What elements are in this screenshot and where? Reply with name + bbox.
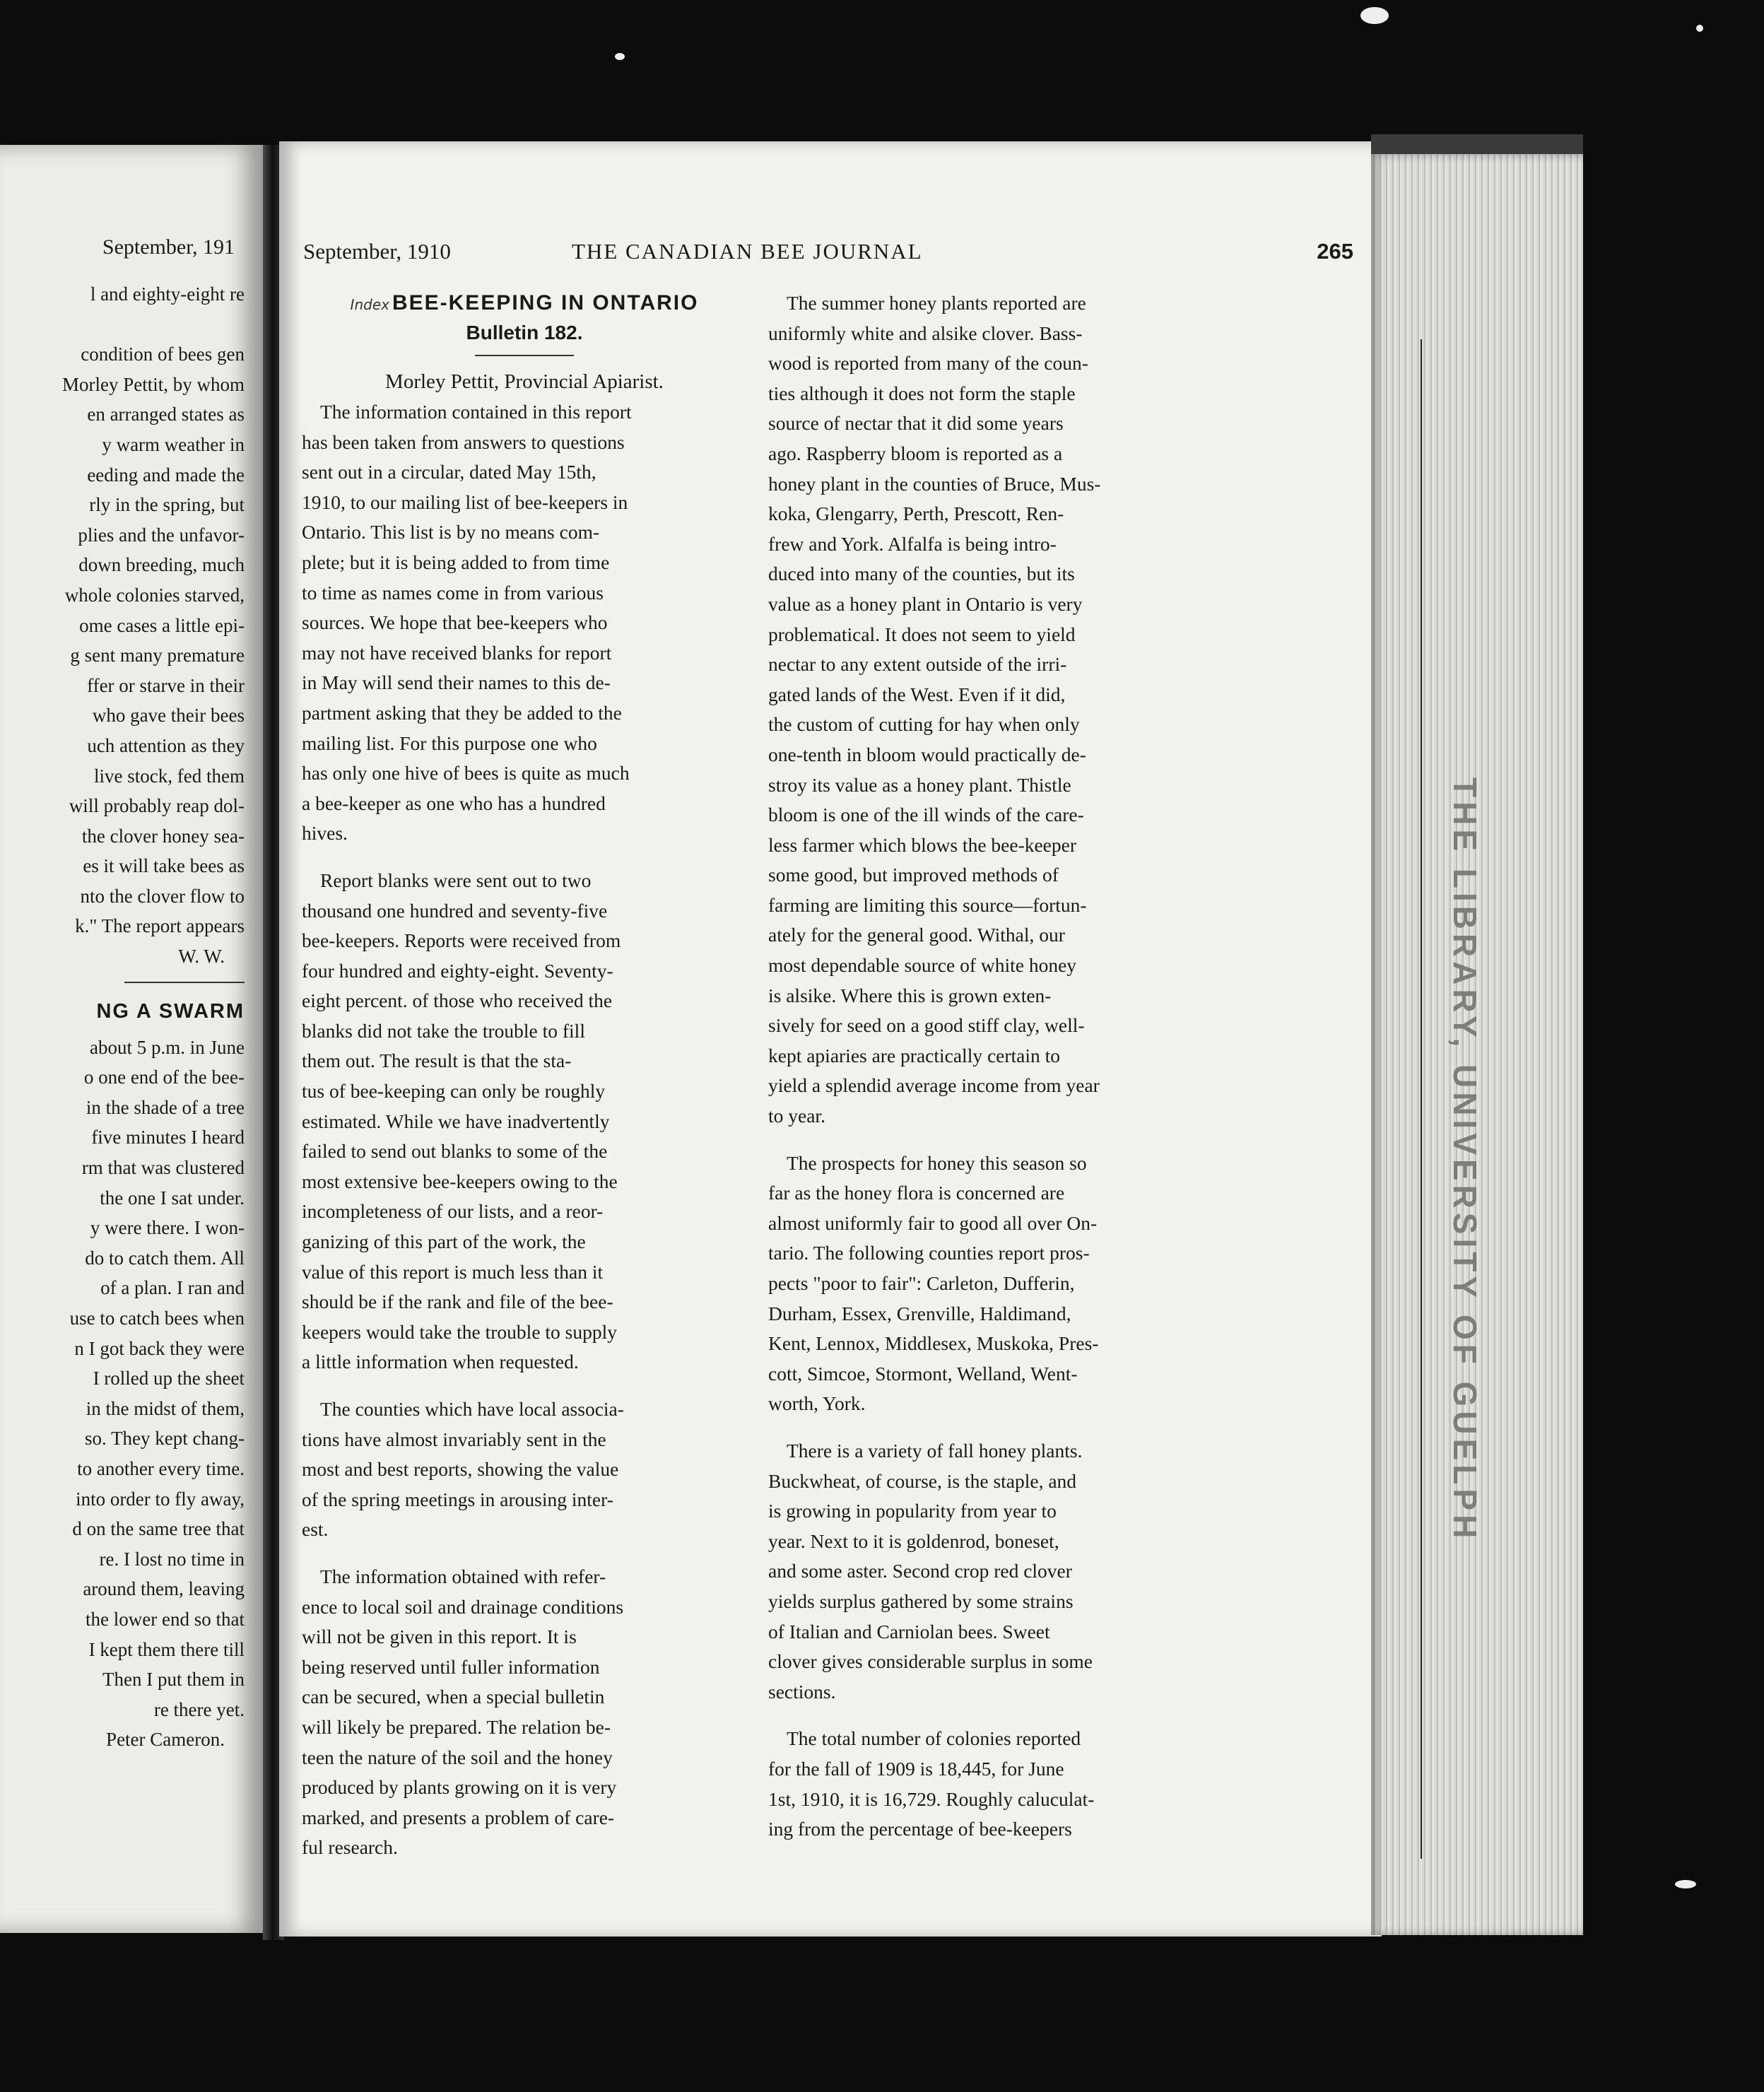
text-line: ing from the percentage of bee-keepers [768, 1818, 1072, 1840]
paragraph [768, 1436, 1213, 1707]
text-line: clover gives considerable surplus in some [768, 1650, 1093, 1673]
text-line: in May will send their names to this de- [302, 671, 611, 694]
text-line: about 5 p.m. in June [90, 1036, 245, 1058]
paragraph [302, 397, 747, 849]
text-line: The prospects for honey this season so [787, 1151, 1087, 1174]
text-line: en arranged states as [87, 404, 245, 425]
text-line: mailing list. For this purpose one who [302, 731, 597, 754]
text-line: nectar to any extent outside of the irri- [768, 653, 1067, 676]
text-line: in the midst of them, [86, 1397, 245, 1419]
text-line: sively for seed on a good stiff clay, well- [768, 1014, 1085, 1037]
text-line: value as a honey plant in Ontario is very [768, 592, 1083, 615]
text-line: keepers would take the trouble to supply [302, 1320, 618, 1343]
article-title-text: BEE-KEEPING IN ONTARIO [392, 291, 699, 315]
previous-page-heading: NG A SWARM [96, 999, 245, 1023]
text-line: honey plant in the counties of Bruce, Mus- [768, 472, 1101, 495]
text-line: g sent many premature [70, 645, 245, 666]
text-line: has only one hive of bees is quite as much [302, 762, 630, 784]
text-line: Morley Pettit, by whom [62, 373, 245, 395]
text-line: use to catch bees when [69, 1308, 245, 1329]
text-line: of Italian and Carniolan bees. Sweet [768, 1620, 1050, 1643]
text-line: less farmer which blows the bee-keeper [768, 833, 1076, 856]
text-line: problematical. It does not seem to yield [768, 623, 1076, 645]
text-line: pects "poor to fair": Carleton, Dufferin, [768, 1272, 1075, 1294]
text-line: the lower end so that [86, 1608, 245, 1630]
text-line: is alsike. Where this is grown exten- [768, 984, 1052, 1006]
text-line: frew and York. Alfalfa is being intro- [768, 532, 1057, 555]
text-line: farming are limiting this source—fortun- [768, 893, 1087, 916]
paragraph-gap [302, 1545, 747, 1562]
header-date: September, 1910 [303, 239, 451, 264]
text-line: bee-keepers. Reports were received from [302, 929, 621, 952]
text-line: plete; but it is being added to from time [302, 551, 610, 573]
previous-page-swarm-article [0, 1033, 245, 1725]
previous-page-text [0, 279, 245, 1755]
text-line: of a plan. I ran and [100, 1277, 245, 1299]
text-line: ome cases a little epi- [79, 614, 245, 636]
text-line: to another every time. [77, 1457, 245, 1479]
text-line: so. They kept chang- [85, 1428, 245, 1450]
article-title [302, 288, 747, 318]
paragraph [302, 1562, 747, 1863]
paragraph [768, 1148, 1213, 1419]
text-line: ately for the general good. Withal, our [768, 924, 1065, 946]
text-line: worth, York. [768, 1392, 866, 1415]
dust-speck [615, 53, 625, 60]
text-line: nto the clover flow to [80, 885, 245, 907]
text-line: uch attention as they [87, 734, 245, 756]
text-line: estimated. While we have inadvertently [302, 1110, 610, 1132]
previous-page-author: Peter Cameron. [106, 1729, 225, 1751]
text-line: y were there. I won- [90, 1217, 245, 1239]
text-line: far as the honey flora is concerned are [768, 1182, 1065, 1204]
text-line: The information obtained with refer- [320, 1565, 606, 1587]
paragraph [302, 866, 747, 1377]
paragraph [768, 288, 1213, 1132]
text-line: cott, Simcoe, Stormont, Welland, Went- [768, 1362, 1078, 1385]
column-right-body [768, 288, 1213, 1845]
text-line: o one end of the bee- [83, 1066, 245, 1088]
text-line: est. [302, 1518, 329, 1541]
column-left [302, 288, 747, 1863]
text-line: the one I sat under. [100, 1187, 245, 1209]
text-line: partment asking that they be added to the [302, 701, 622, 724]
text-line: in the shade of a tree [86, 1096, 245, 1118]
text-line: The total number of colonies reported [787, 1727, 1081, 1750]
text-line: condition of bees gen [81, 343, 245, 365]
text-line: ence to local soil and drainage conditions [302, 1595, 624, 1618]
text-line: can be secured, when a special bulletin [302, 1686, 605, 1708]
text-line: failed to send out blanks to some of the [302, 1140, 608, 1163]
text-line: l and eighty-eight re [90, 283, 245, 305]
text-line: sent out in a circular, dated May 15th, [302, 461, 596, 483]
text-line: blanks did not take the trouble to fill [302, 1019, 585, 1042]
text-line: Ontario. This list is by no means com- [302, 521, 600, 543]
text-line: gated lands of the West. Even if it did, [768, 683, 1066, 705]
previous-page [0, 145, 263, 1933]
text-line: hives. [302, 822, 348, 845]
text-line: Kent, Lennox, Middlesex, Muskoka, Pres- [768, 1332, 1099, 1355]
text-line: down breeding, much [78, 554, 245, 576]
text-line: re. I lost no time in [99, 1548, 245, 1570]
text-line: ful research. [302, 1836, 398, 1859]
text-line: most and best reports, showing the value [302, 1458, 619, 1481]
text-line: bloom is one of the ill winds of the care- [768, 804, 1084, 826]
journal-title: THE CANADIAN BEE JOURNAL [572, 239, 923, 264]
title-rule [475, 355, 574, 356]
page-edge-line [1421, 339, 1422, 1859]
text-line: produced by plants growing on it is very [302, 1776, 617, 1799]
section-divider [124, 982, 245, 983]
previous-page-header: September, 191 [102, 235, 235, 259]
text-line: will not be given in this report. It is [302, 1626, 577, 1648]
text-line: ago. Raspberry bloom is reported as a [768, 442, 1063, 464]
text-line: tario. The following counties report pros- [768, 1242, 1090, 1264]
text-line: being reserved until fuller information [302, 1655, 600, 1678]
text-line: of the spring meetings in arousing inter- [302, 1488, 613, 1510]
text-line: re there yet. [153, 1698, 245, 1720]
text-line: Buckwheat, of course, is the staple, and [768, 1469, 1077, 1492]
text-line: may not have received blanks for report [302, 641, 612, 664]
text-line: y warm weather in [102, 433, 245, 455]
page-header [303, 239, 1353, 270]
text-line: yield a splendid average income from year [768, 1074, 1100, 1097]
text-line: plies and the unfavor- [78, 524, 245, 546]
previous-page-article-end [0, 279, 245, 941]
page-number: 265 [1317, 239, 1353, 264]
text-line: most dependable source of white honey [768, 954, 1077, 977]
text-line: d on the same tree that [72, 1518, 245, 1540]
text-line: sections. [768, 1680, 836, 1703]
text-line: to year. [768, 1105, 825, 1127]
text-line: the clover honey sea- [81, 825, 245, 847]
text-line: eeding and made the [87, 464, 245, 486]
text-line: value of this report is much less than it [302, 1260, 604, 1283]
text-line: into order to fly away, [76, 1488, 245, 1510]
text-line: I rolled up the sheet [93, 1368, 245, 1389]
text-line: The summer honey plants reported are [787, 292, 1086, 314]
text-line: will probably reap dol- [69, 795, 245, 817]
text-line: 1910, to our mailing list of bee-keepers in [302, 490, 628, 513]
text-line: es it will take bees as [83, 855, 245, 877]
text-line: There is a variety of fall honey plants. [787, 1439, 1083, 1462]
text-line: tus of bee-keeping can only be roughly [302, 1080, 606, 1103]
text-line: four hundred and eighty-eight. Seventy- [302, 959, 613, 982]
text-line [0, 310, 245, 340]
paragraph-gap [768, 1419, 1213, 1436]
handwritten-note: Index [350, 296, 389, 313]
text-line: to time as names come in from various [302, 581, 604, 604]
library-stamp: THE LIBRARY, UNIVERSITY OF GUELPH [1447, 777, 1483, 1543]
text-line: most extensive bee-keepers owing to the [302, 1170, 618, 1192]
text-line: uniformly white and alsike clover. Bass- [768, 322, 1083, 344]
text-line: koka, Glengarry, Perth, Prescott, Ren- [768, 503, 1064, 525]
paragraph-gap [302, 1377, 747, 1394]
previous-page-signature: W. W. [178, 946, 225, 968]
bulletin-number: Bulletin 182. [466, 322, 583, 343]
text-line: kept apiaries are practically certain to [768, 1044, 1061, 1066]
text-line: marked, and presents a problem of care- [302, 1806, 615, 1828]
text-line: some good, but improved methods of [768, 864, 1059, 886]
text-line: k." The report appears [75, 915, 245, 937]
dust-speck [1360, 7, 1389, 24]
text-line: 1st, 1910, it is 16,729. Roughly caluculat- [768, 1787, 1095, 1810]
text-line: a bee-keeper as one who has a hundred [302, 792, 606, 814]
text-line: Report blanks were sent out to two [320, 869, 592, 891]
text-line: eight percent. of those who received the [302, 989, 613, 1012]
text-line: the custom of cutting for hay when only [768, 713, 1080, 736]
column-right [768, 288, 1213, 1845]
text-line: Then I put them in [102, 1669, 245, 1691]
paragraph-gap [302, 849, 747, 866]
text-line: incompleteness of our lists, and a reor- [302, 1200, 604, 1223]
text-line: sources. We hope that bee-keepers who [302, 611, 608, 634]
text-line: year. Next to it is goldenrod, boneset, [768, 1529, 1059, 1552]
text-line: ties although it does not form the staple [768, 382, 1076, 404]
text-line: and some aster. Second crop red clover [768, 1560, 1072, 1582]
text-line: n I got back they were [74, 1337, 245, 1359]
text-line: stroy its value as a honey plant. Thistle [768, 773, 1071, 796]
paragraph [768, 1724, 1213, 1844]
text-line: is growing in popularity from year to [768, 1500, 1057, 1522]
journal-page [279, 141, 1382, 1937]
dust-speck [1696, 25, 1703, 32]
paragraph-gap [768, 1707, 1213, 1724]
text-line: ganizing of this part of the work, the [302, 1230, 586, 1253]
text-line: a little information when requested. [302, 1351, 579, 1373]
text-line: who gave their bees [92, 705, 245, 727]
column-left-body [302, 397, 747, 1863]
paragraph-gap [768, 1132, 1213, 1148]
text-line: whole colonies starved, [64, 584, 245, 606]
text-line: source of nectar that it did some years [768, 412, 1064, 435]
text-line: them out. The result is that the sta- [302, 1050, 572, 1072]
text-line: five minutes I heard [91, 1127, 245, 1148]
text-line: Durham, Essex, Grenville, Haldimand, [768, 1302, 1071, 1324]
text-line: rly in the spring, but [89, 494, 245, 516]
text-line: yields surplus gathered by some strains [768, 1589, 1074, 1612]
text-line: The counties which have local associa- [320, 1398, 624, 1420]
dust-speck [1675, 1880, 1696, 1888]
article-author: Morley Pettit, Provincial Apiarist. [385, 370, 664, 393]
text-line: tions have almost invariably sent in the [302, 1428, 606, 1450]
text-line: has been taken from answers to questions [302, 430, 625, 453]
text-line: will likely be prepared. The relation be- [302, 1715, 611, 1738]
text-line: rm that was clustered [81, 1157, 245, 1179]
text-line: one-tenth in bloom would practically de- [768, 743, 1086, 765]
text-line: ffer or starve in their [87, 674, 245, 696]
text-line: thousand one hundred and seventy-five [302, 899, 608, 922]
paragraph [302, 1394, 747, 1545]
text-line: should be if the rank and file of the bee- [302, 1291, 613, 1313]
text-line: The information contained in this report [320, 401, 632, 423]
text-line: I kept them there till [88, 1638, 245, 1660]
text-line: wood is reported from many of the coun- [768, 352, 1088, 375]
text-line: almost uniformly fair to good all over On- [768, 1211, 1098, 1234]
text-line: do to catch them. All [85, 1247, 245, 1269]
text-line: teen the nature of the soil and the honey [302, 1746, 613, 1768]
text-line: live stock, fed them [94, 765, 245, 787]
text-line: for the fall of 1909 is 18,445, for June [768, 1757, 1064, 1780]
text-line: duced into many of the counties, but its [768, 563, 1075, 585]
text-line: around them, leaving [83, 1578, 245, 1600]
